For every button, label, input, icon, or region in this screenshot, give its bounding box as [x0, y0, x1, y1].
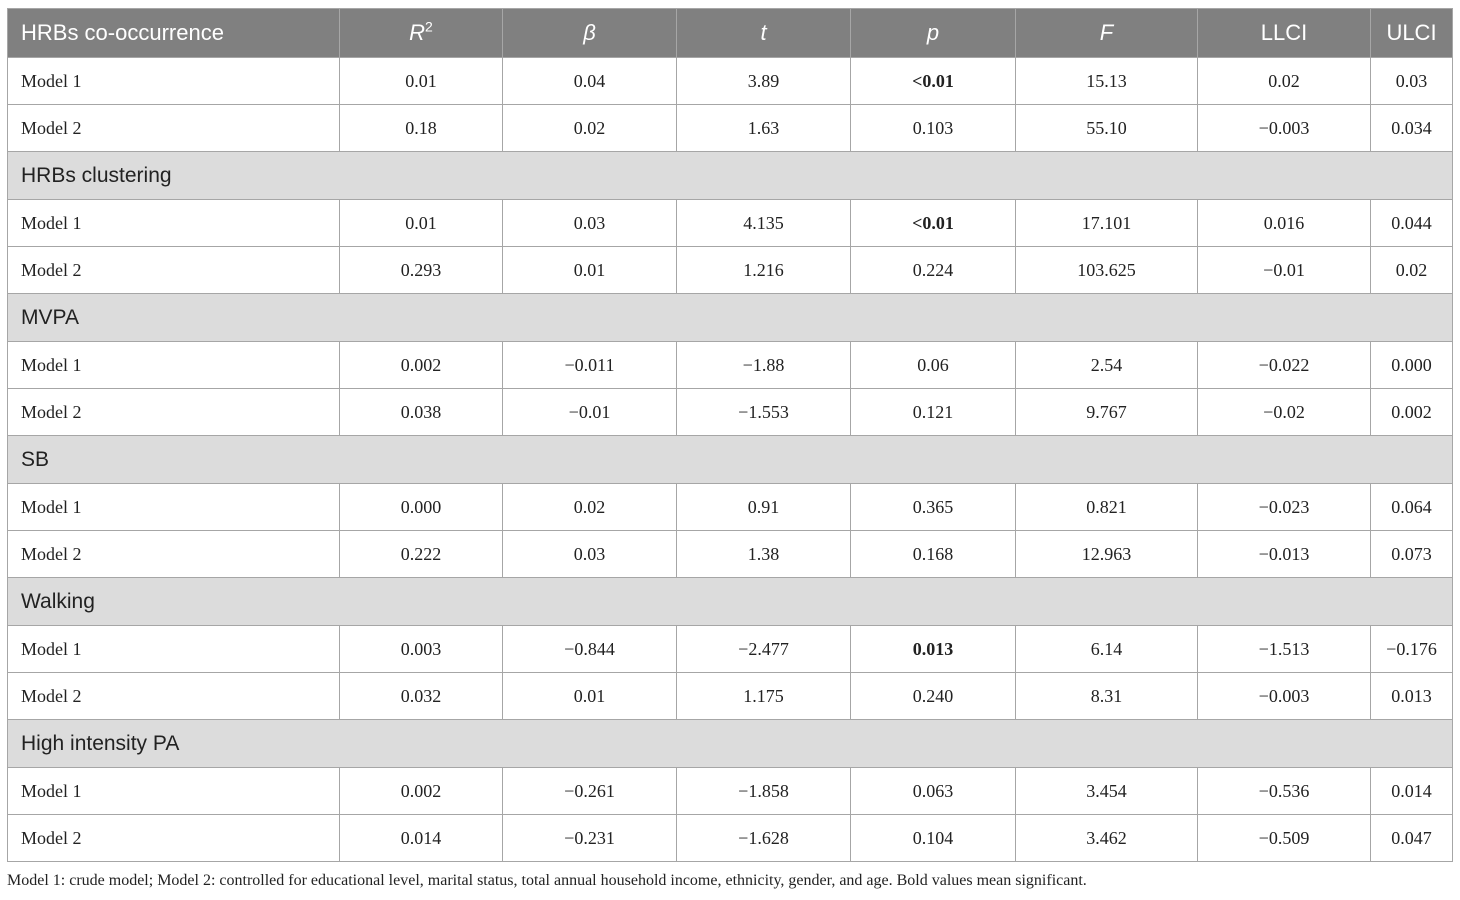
row-label: Model 1: [8, 58, 340, 105]
cell-t: −1.553: [677, 389, 851, 436]
cell-llci: −0.01: [1198, 247, 1371, 294]
header-ulci: ULCI: [1371, 9, 1453, 58]
cell-ulci: 0.034: [1371, 105, 1453, 152]
table-row: [8, 815, 1453, 862]
cell-r-squared: 0.002: [340, 768, 503, 815]
cell-p: 0.121: [851, 389, 1016, 436]
row-label: Model 2: [8, 531, 340, 578]
cell-beta: −0.231: [503, 815, 677, 862]
header-beta: β: [503, 9, 677, 58]
cell-beta: −0.261: [503, 768, 677, 815]
cell-p: <0.01: [851, 58, 1016, 105]
table-row: [8, 105, 1453, 152]
cell-t: −1.88: [677, 342, 851, 389]
cell-p: 0.063: [851, 768, 1016, 815]
row-label: Model 2: [8, 105, 340, 152]
cell-f: 8.31: [1016, 673, 1198, 720]
header-f: F: [1016, 9, 1198, 58]
cell-ulci: −0.176: [1371, 626, 1453, 673]
row-label: Model 1: [8, 342, 340, 389]
row-label: Model 1: [8, 626, 340, 673]
cell-ulci: 0.073: [1371, 531, 1453, 578]
cell-r-squared: 0.002: [340, 342, 503, 389]
row-label: Model 1: [8, 768, 340, 815]
cell-ulci: 0.044: [1371, 200, 1453, 247]
cell-f: 9.767: [1016, 389, 1198, 436]
section-row: [8, 294, 1453, 342]
table-row: [8, 247, 1453, 294]
cell-llci: −0.003: [1198, 673, 1371, 720]
cell-p: 0.013: [851, 626, 1016, 673]
header-r-label: R: [409, 20, 426, 45]
cell-p: 0.224: [851, 247, 1016, 294]
cell-ulci: 0.013: [1371, 673, 1453, 720]
cell-llci: −0.02: [1198, 389, 1371, 436]
row-label: Model 1: [8, 484, 340, 531]
cell-beta: 0.03: [503, 531, 677, 578]
section-title: Walking: [8, 578, 1453, 626]
header-r-superscript: 2: [425, 18, 433, 35]
cell-ulci: 0.014: [1371, 768, 1453, 815]
table-row: [8, 342, 1453, 389]
section-row: [8, 578, 1453, 626]
cell-f: 12.963: [1016, 531, 1198, 578]
cell-llci: −0.536: [1198, 768, 1371, 815]
cell-r-squared: 0.003: [340, 626, 503, 673]
cell-t: −1.628: [677, 815, 851, 862]
cell-llci: −0.023: [1198, 484, 1371, 531]
table-row: [8, 58, 1453, 105]
cell-beta: 0.01: [503, 247, 677, 294]
cell-r-squared: 0.01: [340, 200, 503, 247]
row-label: Model 2: [8, 389, 340, 436]
section-row: [8, 436, 1453, 484]
cell-p: 0.365: [851, 484, 1016, 531]
cell-p: <0.01: [851, 200, 1016, 247]
section-title: High intensity PA: [8, 720, 1453, 768]
cell-beta: 0.04: [503, 58, 677, 105]
cell-beta: −0.01: [503, 389, 677, 436]
results-table-container: [7, 8, 1452, 862]
section-title: SB: [8, 436, 1453, 484]
cell-t: 4.135: [677, 200, 851, 247]
section-title: HRBs clustering: [8, 152, 1453, 200]
cell-f: 2.54: [1016, 342, 1198, 389]
cell-p: 0.240: [851, 673, 1016, 720]
header-p: p: [851, 9, 1016, 58]
cell-f: 3.454: [1016, 768, 1198, 815]
cell-t: −1.858: [677, 768, 851, 815]
cell-beta: −0.011: [503, 342, 677, 389]
cell-t: 1.216: [677, 247, 851, 294]
row-label: Model 2: [8, 247, 340, 294]
cell-p: 0.06: [851, 342, 1016, 389]
cell-r-squared: 0.032: [340, 673, 503, 720]
cell-beta: −0.844: [503, 626, 677, 673]
cell-llci: −0.013: [1198, 531, 1371, 578]
header-r-squared: [340, 9, 503, 58]
table-row: [8, 389, 1453, 436]
table-row: [8, 768, 1453, 815]
header-hrbs-co-occurrence: HRBs co-occurrence: [8, 9, 340, 58]
table-header: [8, 9, 1453, 58]
cell-r-squared: 0.038: [340, 389, 503, 436]
cell-t: 1.38: [677, 531, 851, 578]
cell-r-squared: 0.18: [340, 105, 503, 152]
cell-beta: 0.02: [503, 105, 677, 152]
cell-llci: −0.509: [1198, 815, 1371, 862]
table-row: [8, 484, 1453, 531]
cell-t: −2.477: [677, 626, 851, 673]
cell-f: 103.625: [1016, 247, 1198, 294]
cell-ulci: 0.047: [1371, 815, 1453, 862]
cell-f: 15.13: [1016, 58, 1198, 105]
cell-t: 3.89: [677, 58, 851, 105]
header-t: t: [677, 9, 851, 58]
cell-f: 17.101: [1016, 200, 1198, 247]
table-row: [8, 200, 1453, 247]
cell-p: 0.168: [851, 531, 1016, 578]
regression-results-table: [7, 8, 1453, 862]
cell-f: 3.462: [1016, 815, 1198, 862]
cell-r-squared: 0.293: [340, 247, 503, 294]
section-title: MVPA: [8, 294, 1453, 342]
cell-f: 0.821: [1016, 484, 1198, 531]
table-row: [8, 531, 1453, 578]
section-row: [8, 152, 1453, 200]
cell-llci: −1.513: [1198, 626, 1371, 673]
row-label: Model 2: [8, 673, 340, 720]
table-row: [8, 626, 1453, 673]
cell-r-squared: 0.014: [340, 815, 503, 862]
cell-beta: 0.01: [503, 673, 677, 720]
cell-t: 0.91: [677, 484, 851, 531]
cell-llci: 0.02: [1198, 58, 1371, 105]
cell-beta: 0.02: [503, 484, 677, 531]
cell-f: 6.14: [1016, 626, 1198, 673]
cell-llci: −0.003: [1198, 105, 1371, 152]
cell-ulci: 0.02: [1371, 247, 1453, 294]
row-label: Model 1: [8, 200, 340, 247]
cell-r-squared: 0.01: [340, 58, 503, 105]
cell-p: 0.103: [851, 105, 1016, 152]
header-llci: LLCI: [1198, 9, 1371, 58]
cell-ulci: 0.03: [1371, 58, 1453, 105]
cell-t: 1.63: [677, 105, 851, 152]
cell-ulci: 0.002: [1371, 389, 1453, 436]
cell-p: 0.104: [851, 815, 1016, 862]
table-body: [8, 58, 1453, 862]
table-row: [8, 673, 1453, 720]
cell-ulci: 0.000: [1371, 342, 1453, 389]
row-label: Model 2: [8, 815, 340, 862]
cell-r-squared: 0.000: [340, 484, 503, 531]
cell-t: 1.175: [677, 673, 851, 720]
table-footnote: Model 1: crude model; Model 2: controlled for educational level, marital status, total annual household income, ethnicity, gender, and age. Bold values mean significant.: [7, 872, 1087, 889]
cell-ulci: 0.064: [1371, 484, 1453, 531]
cell-llci: 0.016: [1198, 200, 1371, 247]
cell-beta: 0.03: [503, 200, 677, 247]
cell-r-squared: 0.222: [340, 531, 503, 578]
cell-f: 55.10: [1016, 105, 1198, 152]
cell-llci: −0.022: [1198, 342, 1371, 389]
section-row: [8, 720, 1453, 768]
